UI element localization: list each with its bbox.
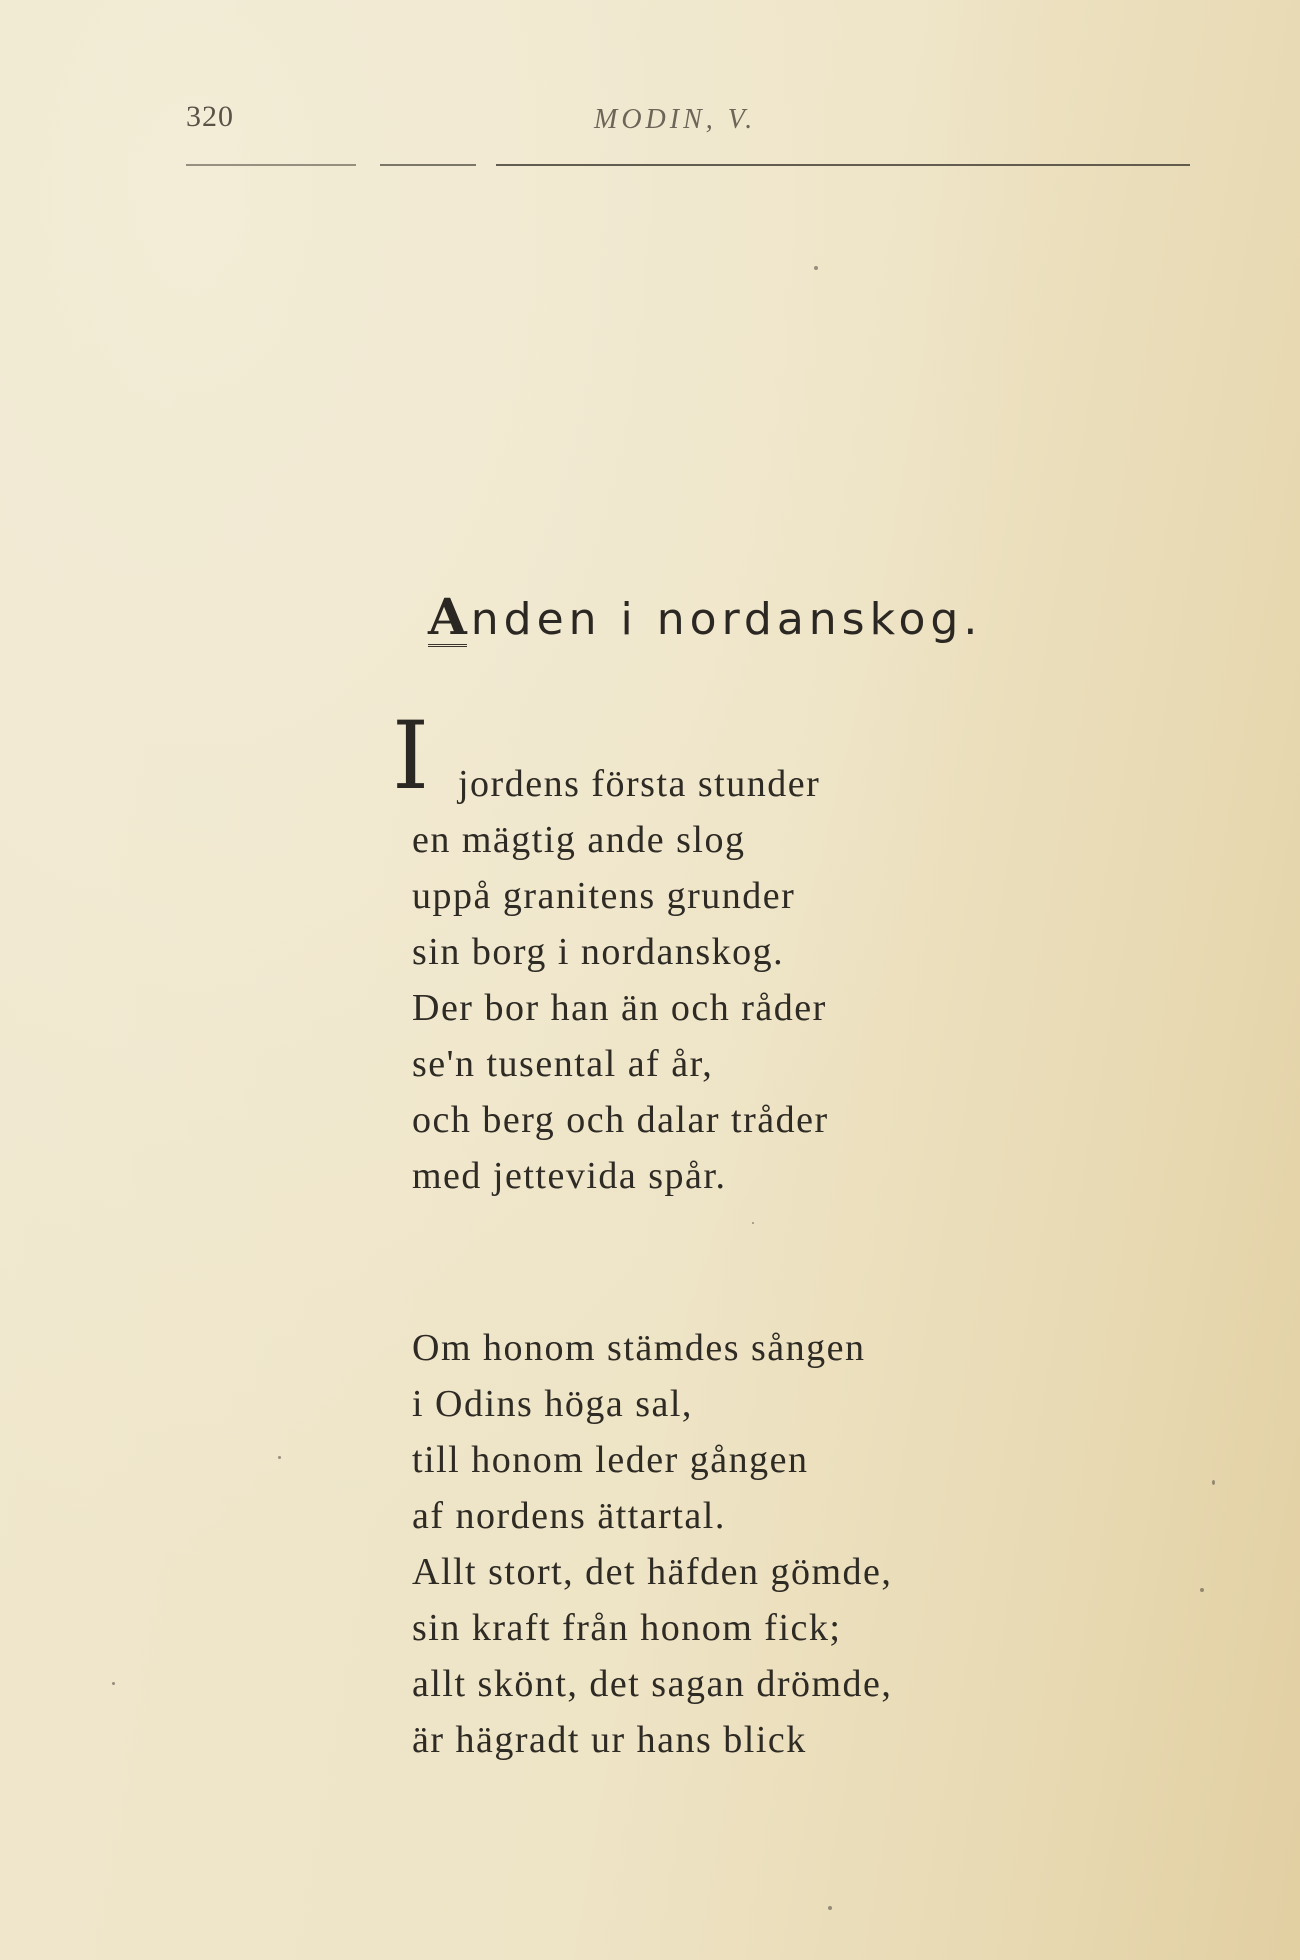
header-rule xyxy=(496,164,1190,166)
paper-speck xyxy=(1212,1480,1215,1485)
paper-speck xyxy=(814,266,818,270)
poem-title xyxy=(428,587,983,647)
poem-line: af nordens ättartal. xyxy=(412,1495,726,1537)
poem-line: med jettevida spår. xyxy=(412,1155,727,1197)
poem-title-text: nden i nordanskog. xyxy=(470,594,983,645)
poem-line: jordens första stunder xyxy=(458,763,821,805)
paper-speck xyxy=(1200,1588,1204,1592)
paper-speck xyxy=(112,1682,115,1685)
poem-line: se'n tusental af år, xyxy=(412,1043,714,1085)
poem-line: en mägtig ande slog xyxy=(412,819,746,861)
page-header xyxy=(186,100,1190,140)
ornamental-initial: A xyxy=(428,587,467,646)
running-head: MODIN, V. xyxy=(594,104,757,135)
poem-line: till honom leder gången xyxy=(412,1439,809,1481)
poem-line: i Odins höga sal, xyxy=(412,1383,693,1425)
poem-line: uppå granitens grunder xyxy=(412,875,796,917)
header-rule-segment xyxy=(380,164,476,166)
poem-line: sin borg i nordanskog. xyxy=(412,931,785,973)
poem-line: Allt stort, det häfden gömde, xyxy=(412,1551,893,1593)
poem-line: allt skönt, det sagan drömde, xyxy=(412,1663,893,1705)
poem-line: Om honom stämdes sången xyxy=(412,1327,866,1369)
paper-speck xyxy=(828,1906,832,1910)
paper-speck xyxy=(752,1222,754,1224)
poem-line: och berg och dalar tråder xyxy=(412,1099,829,1141)
stanza-2 xyxy=(412,1320,1032,1768)
poem-line: Der bor han än och råder xyxy=(412,987,827,1029)
page-number: 320 xyxy=(186,100,234,133)
paper-speck xyxy=(278,1456,281,1459)
stanza-1 xyxy=(392,702,1032,1204)
poem-line: sin kraft från honom fick; xyxy=(412,1607,842,1649)
drop-cap: I xyxy=(392,702,430,811)
poem-line: är hägradt ur hans blick xyxy=(412,1719,807,1761)
header-rule-segment xyxy=(186,164,356,166)
